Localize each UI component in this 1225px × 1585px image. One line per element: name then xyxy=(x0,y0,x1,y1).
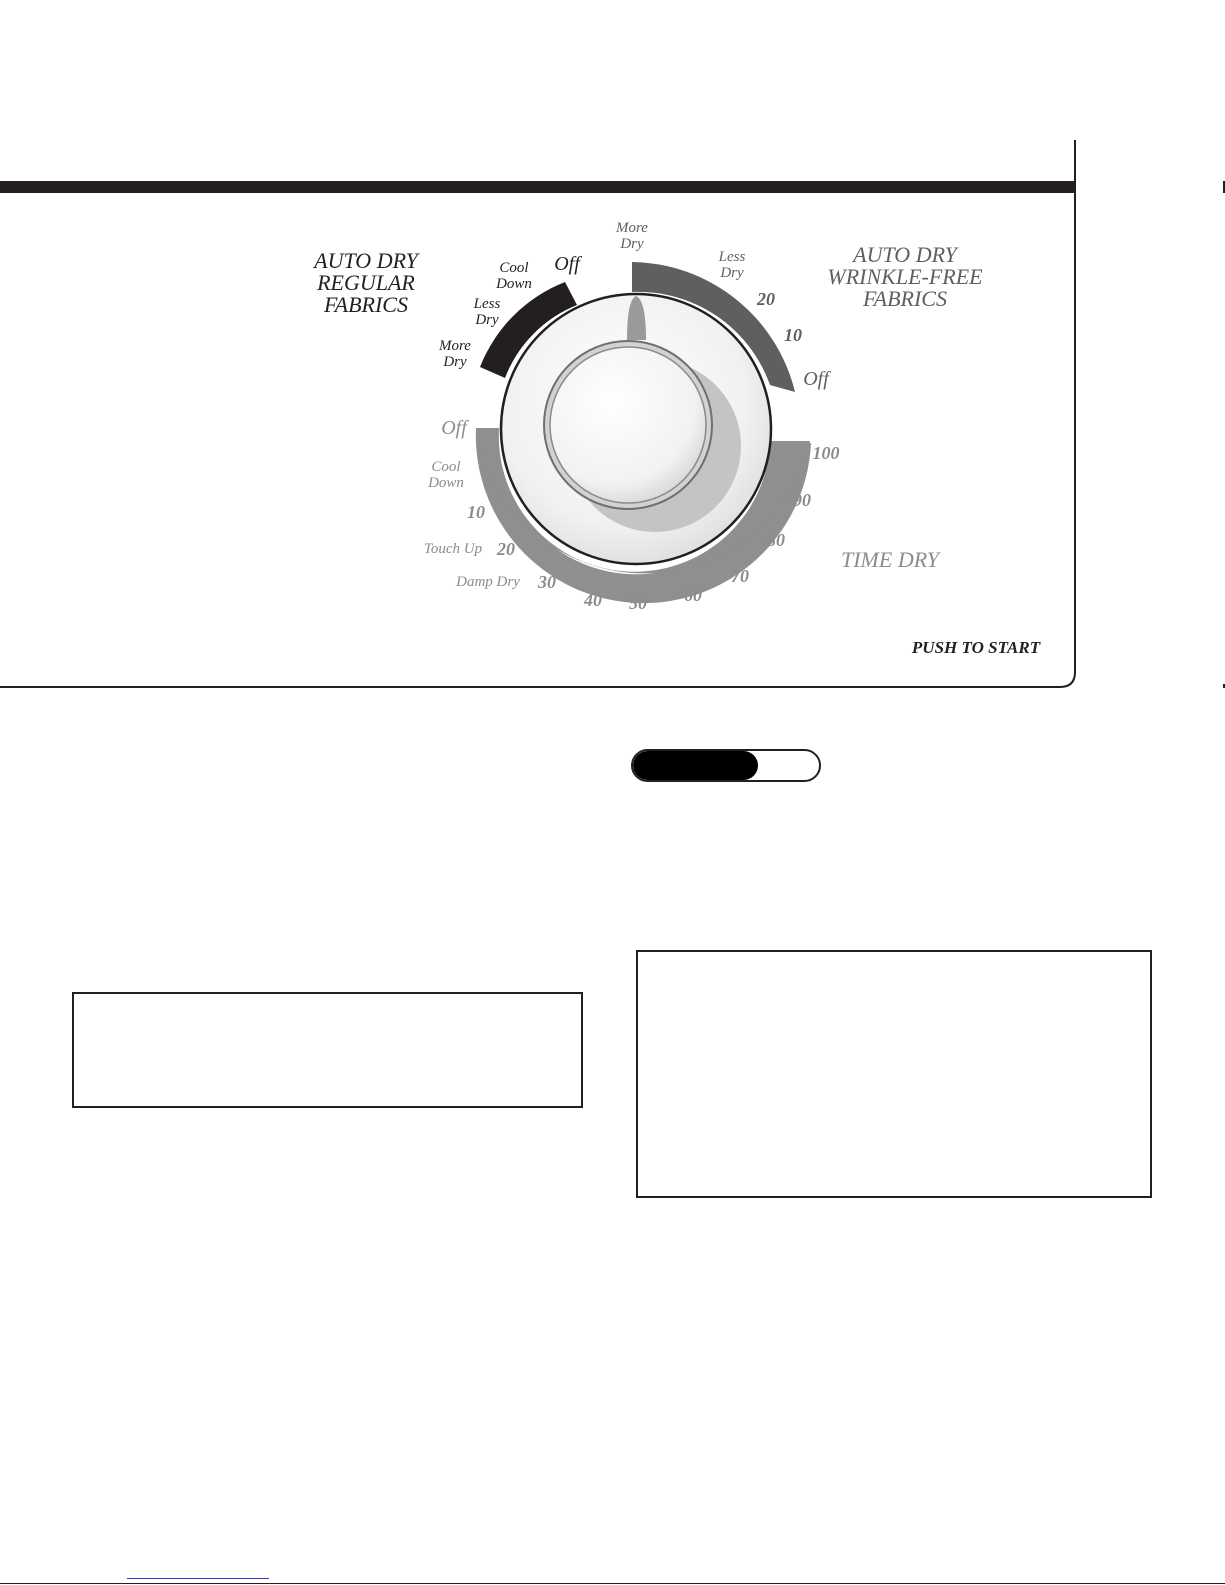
regular-more-dry: More xyxy=(439,338,471,354)
regular-less-dry: Less xyxy=(473,296,501,312)
time-touch-up: Touch Up xyxy=(423,541,483,557)
time-50: 50 xyxy=(629,593,647,613)
auto-dry-regular-line1: AUTO DRY xyxy=(314,248,418,273)
auto-dry-regular-line2: REGULAR xyxy=(317,270,415,295)
time-60: 60 xyxy=(684,585,702,605)
regular-off: Off xyxy=(554,253,580,275)
time-40: 40 xyxy=(584,590,602,610)
wrinkle-free-line3: FABRICS xyxy=(863,286,947,311)
left-empty-box xyxy=(72,992,583,1108)
dial-knob[interactable] xyxy=(501,294,771,564)
wrinkle-free-line2: WRINKLE-FREE xyxy=(827,264,983,289)
auto-dry-regular-line3: FABRICS xyxy=(324,292,408,317)
auto-dry-regular-title xyxy=(312,248,420,317)
time-10: 10 xyxy=(467,502,485,522)
time-cool-down: Cool xyxy=(431,459,461,475)
regular-cool-down: Cool xyxy=(499,260,529,276)
time-dry-title: TIME DRY xyxy=(841,547,939,572)
dryer-control-panel xyxy=(0,0,1225,700)
time-off: Off xyxy=(441,417,467,439)
time-damp-dry: Damp Dry xyxy=(456,574,520,590)
panel-top-rule xyxy=(0,181,1075,193)
progress-pill xyxy=(631,749,821,782)
time-100: 100 xyxy=(812,443,840,463)
wf-more-dry: More xyxy=(616,220,648,236)
wf-less-dry: Less xyxy=(718,249,746,265)
progress-pill-fill xyxy=(633,751,758,780)
wf-off: Off xyxy=(803,368,829,390)
time-70: 70 xyxy=(731,566,749,586)
wrinkle-free-line1: AUTO DRY xyxy=(853,242,957,267)
time-90: 90 xyxy=(793,490,811,510)
time-30: 30 xyxy=(538,572,556,592)
bottom-link-underline[interactable] xyxy=(127,1578,269,1579)
knob-grip-inner xyxy=(550,347,706,503)
time-20: 20 xyxy=(497,539,515,559)
regular-less-dry-2: Dry xyxy=(475,312,499,328)
wf-10: 10 xyxy=(784,325,802,345)
regular-cool-down-2: Down xyxy=(496,276,532,292)
time-80: 80 xyxy=(767,530,785,550)
push-to-start-label: PUSH TO START xyxy=(911,638,1041,657)
right-empty-box xyxy=(636,950,1152,1198)
wf-20: 20 xyxy=(757,289,775,309)
time-cool-down-2: Down xyxy=(428,475,464,491)
wf-more-dry-2: Dry xyxy=(620,236,644,252)
wf-less-dry-2: Dry xyxy=(720,265,744,281)
bottom-rule xyxy=(0,1583,1225,1584)
regular-more-dry-2: Dry xyxy=(443,354,467,370)
auto-dry-wrinkle-free-title xyxy=(827,242,983,311)
